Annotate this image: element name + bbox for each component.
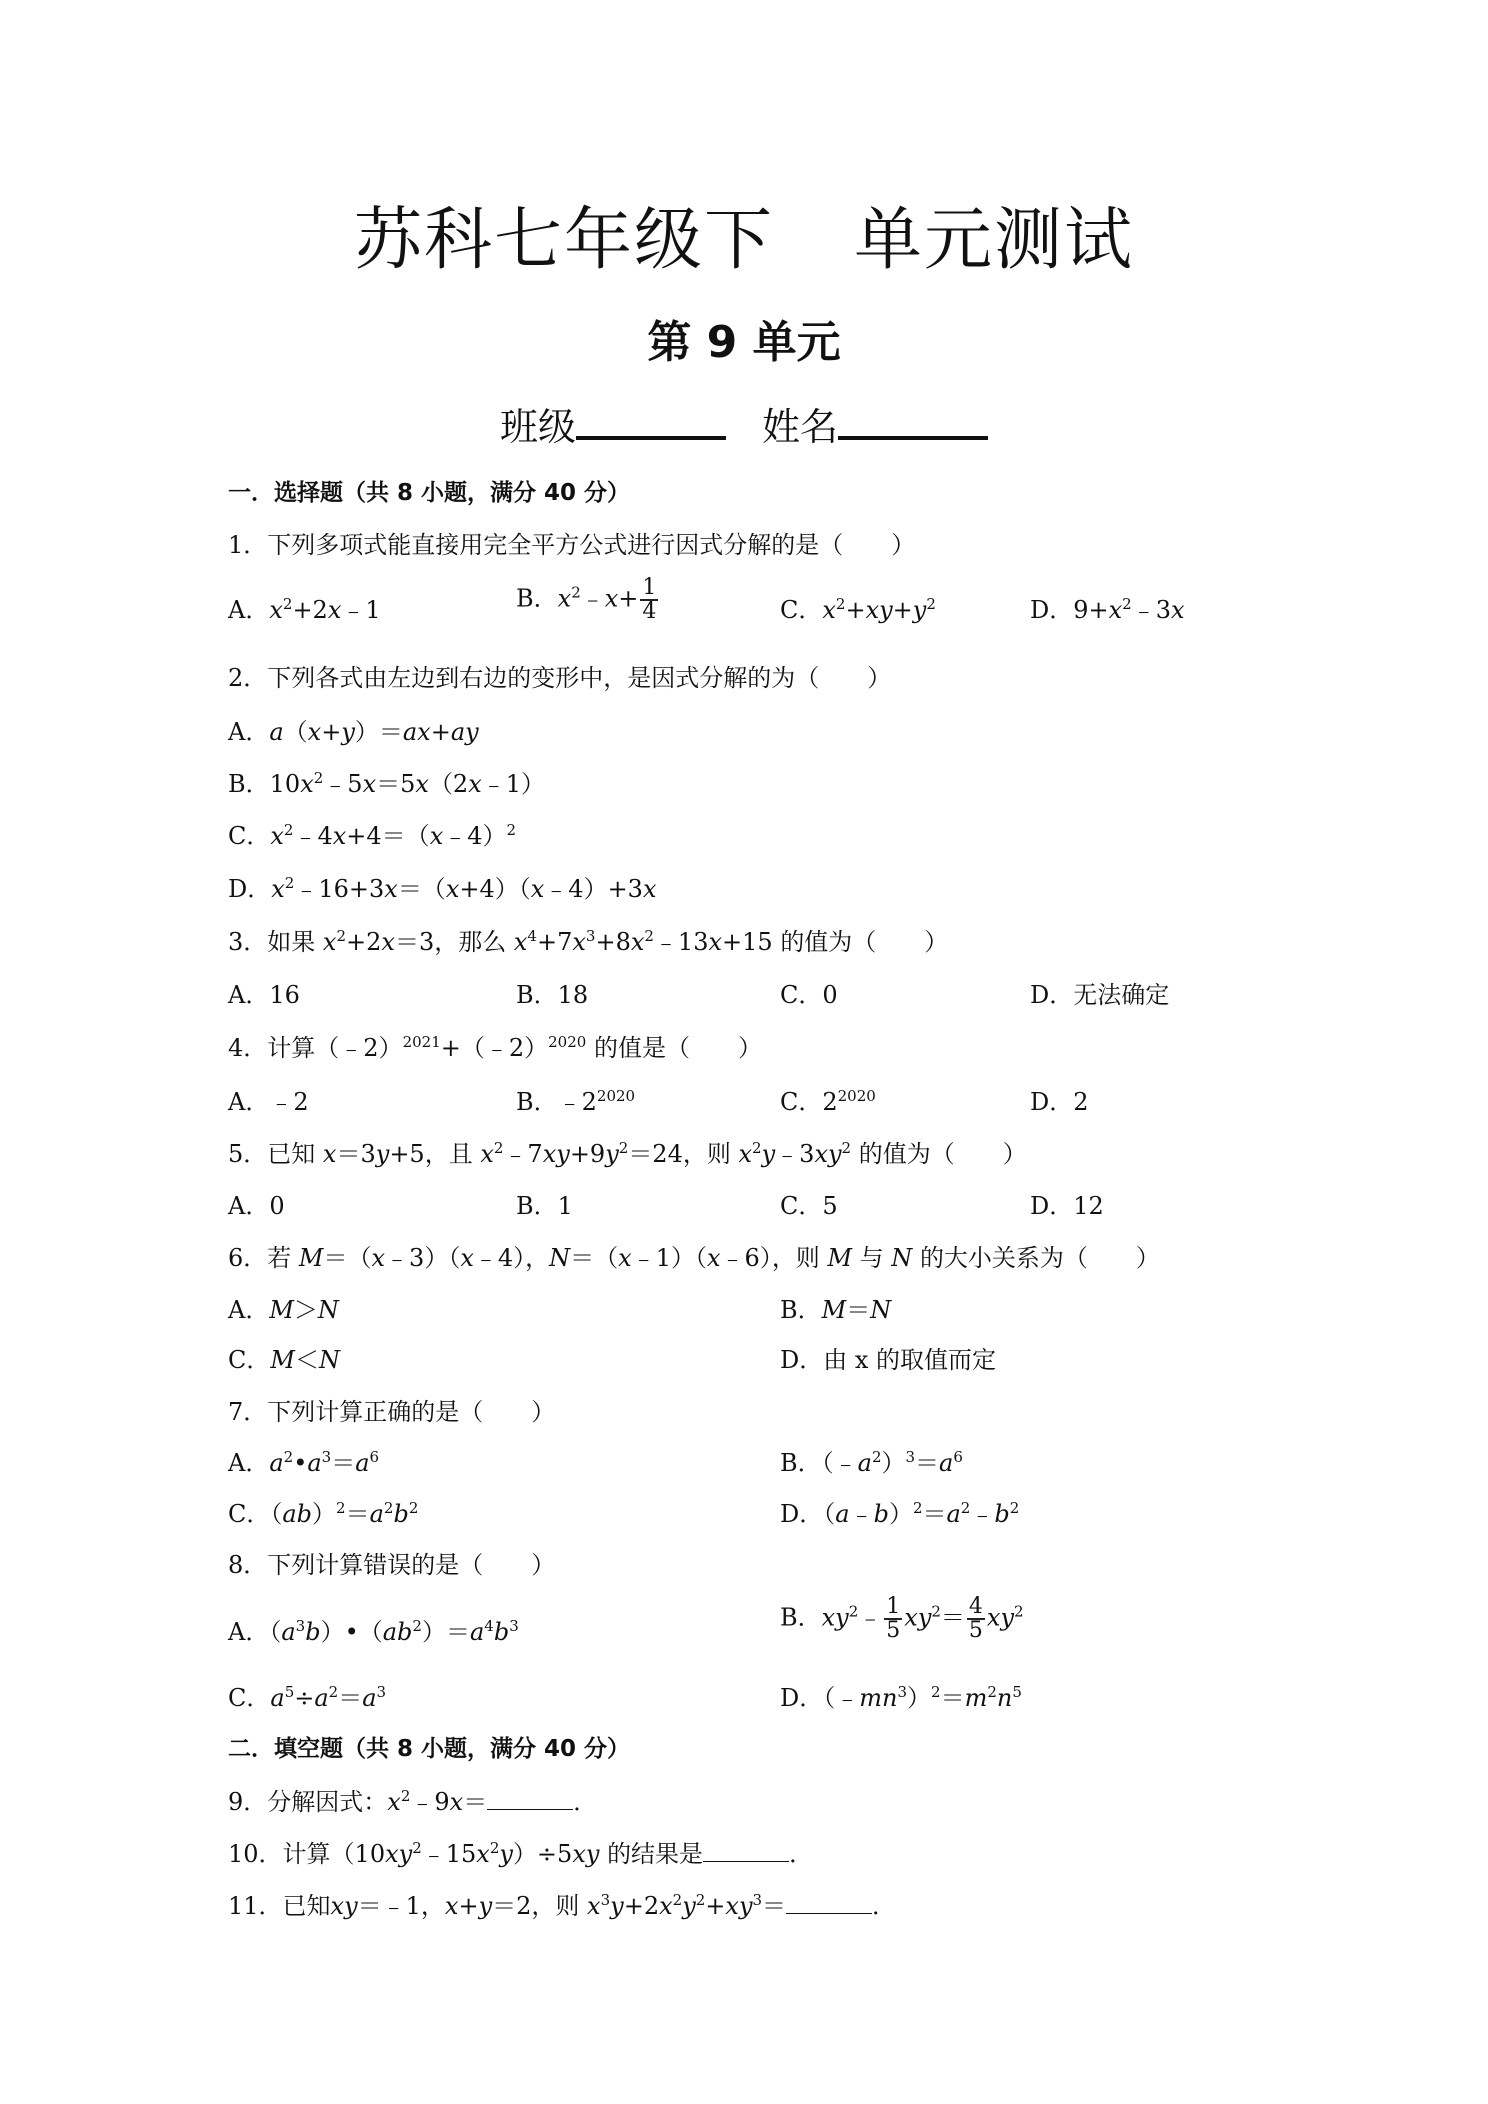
q6-option-d[interactable]: D．由 x 的取值而定: [780, 1346, 997, 1374]
class-blank[interactable]: [576, 402, 726, 440]
question-11: 11．已知xy＝﹣1，x+y＝2，则 $x^3y+2x^2y^2+xy^3=$ ．: [228, 1891, 897, 1920]
question-9: 9．分解因式：$x^2﹣9x=$ ．: [228, 1787, 598, 1816]
q8-option-c[interactable]: C．$a^5\div a^2=a^3$: [228, 1683, 387, 1712]
q8-option-b[interactable]: B．$xy^2﹣$ $\frac{1}{5}$ $xy^2=$ $\frac{4}{5}$ $xy^2$: [780, 1594, 1024, 1643]
fraction-1-5: $\frac{1}{5}$: [886, 1594, 901, 1643]
q6-option-b[interactable]: B．M＝N: [780, 1296, 892, 1324]
question-5: 5．已知 x＝3y+5，且 $x^2﹣7xy+9y^2=24$，则 $x^2y﹣3xy^2$ 的值为（ ）: [228, 1139, 1027, 1168]
q1-option-c[interactable]: C．$x^2+xy+y^2$: [780, 595, 936, 624]
q4-option-b[interactable]: B．$﹣2^{2020}$: [516, 1087, 636, 1116]
name-blank[interactable]: [838, 402, 988, 440]
title-right: 单元测试: [854, 201, 1135, 280]
q8-option-d[interactable]: D．$(﹣mn^3)^2=m^2n^5$: [780, 1683, 1022, 1712]
fraction-4-5: $\frac{4}{5}$: [968, 1594, 983, 1643]
q5-option-b[interactable]: B．1: [516, 1192, 573, 1220]
question-10: 10．计算$(10xy^2﹣15x^2y)\div 5xy$ 的结果是 ．: [228, 1839, 814, 1868]
q7-option-d[interactable]: D．$(a﹣b)^2=a^2﹣b^2$: [780, 1499, 1020, 1528]
q4-option-c[interactable]: C．$2^{2020}$: [780, 1087, 876, 1116]
section-heading-fill: 二．填空题（共 8 小题，满分 40 分）: [228, 1736, 631, 1762]
q4-option-d[interactable]: D．2: [1030, 1088, 1089, 1116]
q2-option-a[interactable]: A．a（x+y）＝ax+ay: [228, 718, 479, 746]
answer-blank-9[interactable]: [487, 1789, 573, 1810]
q5-option-c[interactable]: C．5: [780, 1192, 838, 1220]
question-1: 1．下列多项式能直接用完全平方公式进行因式分解的是（ ）: [228, 531, 916, 559]
q5-option-d[interactable]: D．12: [1030, 1192, 1104, 1220]
question-2: 2．下列各式由左边到右边的变形中，是因式分解的为（ ）: [228, 664, 892, 692]
q3-option-a[interactable]: A．16: [228, 981, 300, 1009]
question-3: 3．如果 $x^2+2x=3$，那么 $x^4+7x^3+8x^2﹣13x+15$ 的值为（ ）: [228, 927, 949, 956]
q2-option-c[interactable]: C．$x^2﹣4x+4=(x﹣4)^2$: [228, 821, 517, 850]
q2-option-d[interactable]: D．$x^2﹣16+3x=(x+4)(x﹣4)+3x$: [228, 874, 657, 903]
question-8: 8．下列计算错误的是（ ）: [228, 1551, 556, 1579]
answer-blank-11[interactable]: [786, 1893, 872, 1914]
fraction-1-4: $\frac{1}{4}$: [642, 575, 657, 624]
title-left: 苏科七年级下: [353, 201, 774, 280]
q7-option-c[interactable]: C．$(ab)^2=a^2b^2$: [228, 1499, 419, 1528]
q4-option-a[interactable]: A．﹣2: [228, 1088, 309, 1116]
name-label: 姓名: [762, 405, 839, 449]
question-4: 4．计算（﹣2）$^{2021}$+（﹣2）$^{2020}$ 的值是（ ）: [228, 1033, 762, 1062]
q5-option-a[interactable]: A．0: [228, 1192, 285, 1220]
answer-blank-10[interactable]: [703, 1841, 789, 1862]
question-6: 6．若 M＝（x﹣3）（x﹣4），N＝（x﹣1）（x﹣6），则 M 与 N 的大小关系为（ ）: [228, 1244, 1160, 1272]
unit-title: 第 9 单元: [647, 317, 841, 368]
q3-option-c[interactable]: C．0: [780, 981, 838, 1009]
class-label: 班级: [499, 405, 576, 449]
q1-option-d[interactable]: D．$9+x^2﹣3x$: [1030, 595, 1185, 624]
q7-option-a[interactable]: A．$a^2•a^3=a^6$: [228, 1448, 380, 1477]
q3-option-d[interactable]: D．无法确定: [1030, 981, 1170, 1009]
q1-option-b[interactable]: B．$x^2﹣x+$ $\frac{1}{4}$: [516, 575, 657, 624]
page-title: [0, 186, 1488, 283]
student-info-line: [0, 396, 1488, 451]
q7-option-b[interactable]: B．$(﹣a^2)^3=a^6$: [780, 1448, 963, 1477]
q1-option-a[interactable]: A．$x^2+2x﹣1$: [228, 595, 381, 624]
question-7: 7．下列计算正确的是（ ）: [228, 1398, 556, 1426]
q8-option-a[interactable]: A．$(a^3b)•(ab^2)=a^4b^3$: [228, 1617, 519, 1646]
q3-option-b[interactable]: B．18: [516, 981, 589, 1009]
q6-option-c[interactable]: C．M＜N: [228, 1346, 340, 1374]
q2-option-b[interactable]: B．$10x^2﹣5x=5x(2x﹣1)$: [228, 769, 546, 798]
q6-option-a[interactable]: A．M＞N: [228, 1296, 339, 1324]
section-heading-choice: 一．选择题（共 8 小题，满分 40 分）: [228, 480, 631, 506]
